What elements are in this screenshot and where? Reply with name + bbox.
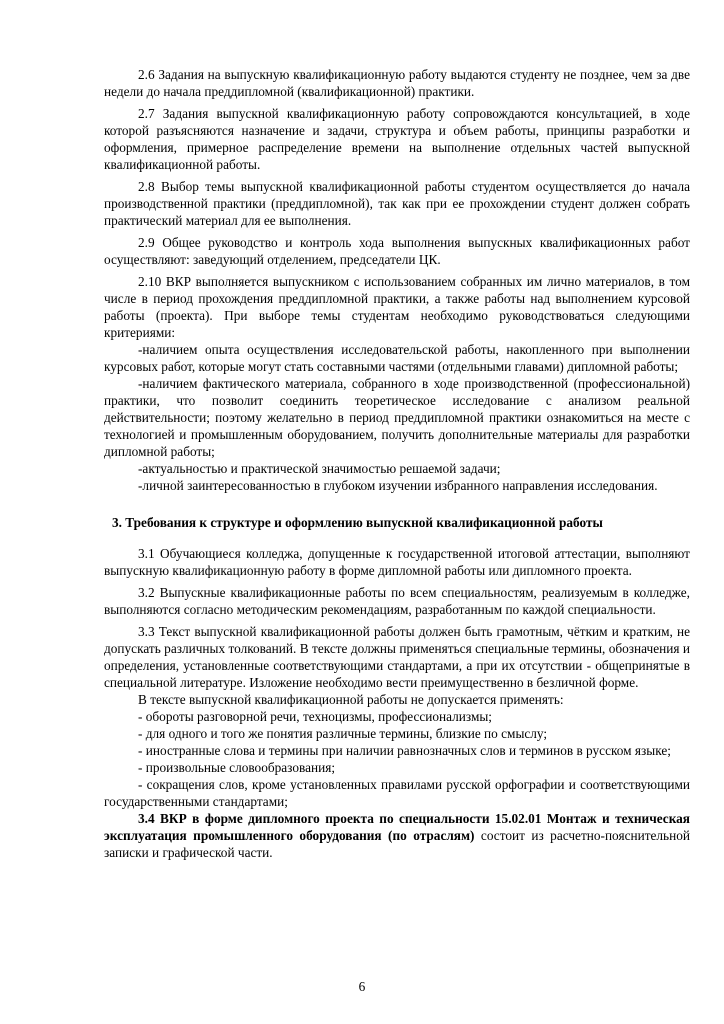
criteria-item: -наличием опыта осуществления исследовательской работы, накопленного при выполнении курсовых работ, которые могут стать составными частями (отдельными главами) дипломной работы; — [104, 342, 690, 374]
prohibited-item: - произвольные словообразования; — [138, 760, 336, 775]
paragraph-2-9: 2.9 Общее руководство и контроль хода выполнения выпускных квалификационных работ осуществляют: заведующий отделением, председатели ЦК. — [104, 235, 690, 267]
paragraph-3-3: 3.3 Текст выпускной квалификационной работы должен быть грамотным, чётким и кратким, не допускать различных толкований. В тексте должны применяться специальные термины, обозначения и определения, установленные соответствующими стандартами, а при их отсутствии - общепринятые в специальной литературе. Изложение необходимо вести преимущественно в безличной форме. — [104, 624, 690, 690]
criteria-item: -актуальностью и практической значимостью решаемой задачи; — [138, 461, 501, 476]
criteria-item: -наличием фактического материала, собранного в ходе производственной (профессиональной) практики, что позволит соединить теоретическое исследование с анализом реальной действительности; поэтому желательно в период преддипломной практики ознакомиться на месте с технологией и промышленным оборудованием, получить дополнительные материалы для разработки дипломной работы; — [104, 376, 690, 459]
prohibited-item: - обороты разговорной речи, техноцизмы, профессионализмы; — [138, 709, 493, 724]
paragraph-3-4-rest: состоит из расчетно-пояснительной записки и графической части. — [104, 828, 690, 860]
prohibited-item: - сокращения слов, кроме установленных правилами русской орфографии и соответствующими государственными стандартами; — [104, 777, 690, 809]
prohibited-item: - для одного и того же понятия различные термины, близкие по смыслу; — [138, 726, 548, 741]
prohibited-item: - иностранные слова и термины при наличии равнозначных слов и терминов в русском языке; — [138, 743, 671, 758]
section-3-heading: 3. Требования к структуре и оформлению выпускной квалификационной работы — [112, 515, 603, 530]
paragraph-2-6: 2.6 Задания на выпускную квалификационную работу выдаются студенту не позднее, чем за две недели до начала преддипломной (квалификационной) практики. — [104, 67, 690, 99]
paragraph-3-1: 3.1 Обучающиеся колледжа, допущенные к государственной итоговой аттестации, выполняют выпускную квалификационную работу в форме дипломной работы или дипломного проекта. — [104, 546, 690, 578]
paragraph-3-4-bold: 3.4 ВКР в форме дипломного проекта по специальности 15.02.01 Монтаж и техническая эксплуатация промышленного оборудования (по отраслям) — [104, 811, 690, 843]
document-page — [104, 66, 690, 861]
paragraph-2-7: 2.7 Задания выпускной квалификационную работу сопровождаются консультацией, в ходе которой разъясняются назначение и задачи, структура и объем работы, принципы разработки и оформления, примерное распределение времени на выполнение отдельных частей выпускной квалификационной работы. — [104, 106, 690, 172]
paragraph-2-8: 2.8 Выбор темы выпускной квалификационной работы студентом осуществляется до начала производственной практики (преддипломной), так как при ее прохождении студент должен собрать практический материал для ее выполнения. — [104, 179, 690, 228]
paragraph-3-3-intro: В тексте выпускной квалификационной работы не допускается применять: — [138, 692, 564, 707]
criteria-item: -личной заинтересованностью в глубоком изучении избранного направления исследования. — [138, 478, 658, 493]
paragraph-3-4 — [104, 810, 690, 861]
paragraph-2-10: 2.10 ВКР выполняется выпускником с использованием собранных им лично материалов, в том числе в период прохождения преддипломной практики, а также работы над выполнением курсовой работы (проекта). При выборе темы студентам необходимо руководствоваться следующими критериями: — [104, 274, 690, 340]
paragraph-3-2: 3.2 Выпускные квалификационные работы по всем специальностям, реализуемым в колледже, выполняются согласно методическим рекомендациям, разработанным по каждой специальности. — [104, 585, 690, 617]
page-number: 6 — [358, 979, 366, 994]
